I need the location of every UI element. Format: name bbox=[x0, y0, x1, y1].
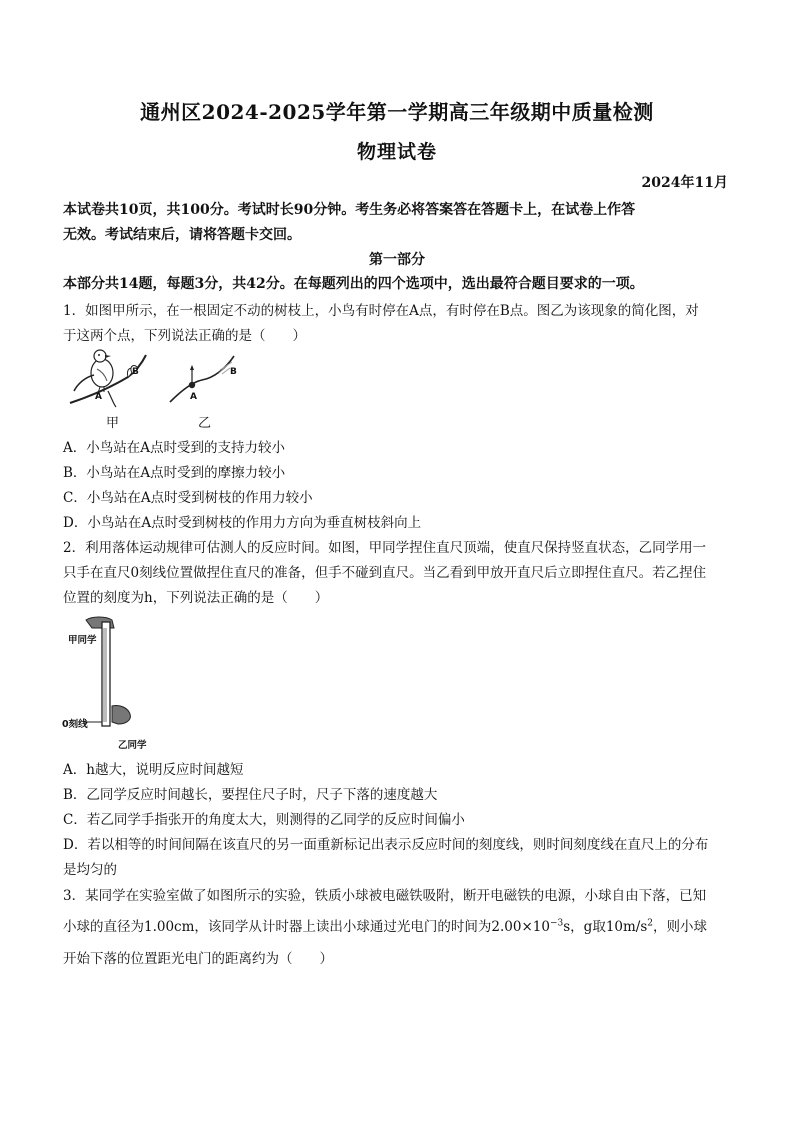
q1-option-b: B．小鸟站在A点时受到的摩擦力较小 bbox=[63, 465, 286, 481]
q1-stem-line-1: 1．如图甲所示，在一根固定不动的树枝上，小鸟有时停在A点，有时停在B点。图乙为该现象的简化图，对 bbox=[63, 303, 699, 319]
q3-exponent-g: 2 bbox=[647, 918, 654, 929]
q1-figure-simplified bbox=[168, 352, 240, 406]
q2-stem-line-1: 2．利用落体运动规律可估测人的反应时间。如图，甲同学捏住直尺顶端，使直尺保持竖直状态，乙同学用一 bbox=[63, 540, 707, 556]
q2-stem-line-3: 位置的刻度为h，下列说法正确的是（ ） bbox=[63, 590, 329, 606]
q1-figure-label-yi: 乙 bbox=[198, 416, 212, 431]
q2-fig-label-yi: 乙同学 bbox=[118, 740, 147, 751]
q3-stem-line-1: 3．某同学在实验室做了如图所示的实验，铁质小球被电磁铁吸附，断开电磁铁的电源，小球自由下落，已知 bbox=[63, 888, 707, 904]
q1-fig-jia-point-b: B bbox=[132, 367, 139, 377]
part-heading: 第一部分 bbox=[369, 252, 425, 268]
instructions-line-2: 无效。考试结束后，请将答题卡交回。 bbox=[63, 227, 301, 243]
q2-option-c: C．若乙同学手指张开的角度太大，则测得的乙同学的反应时间偏小 bbox=[63, 812, 465, 828]
q1-option-d: D．小鸟站在A点时受到树枝的作用力方向为垂直树枝斜向上 bbox=[63, 515, 422, 531]
q3-stem-line-2-part-c: ，则小球 bbox=[653, 919, 708, 935]
q2-option-b: B．乙同学反应时间越长，要捏住尺子时，尺子下落的速度越大 bbox=[63, 787, 438, 803]
q3-exponent-time: −3 bbox=[549, 918, 564, 929]
q1-fig-jia-point-a: A bbox=[95, 392, 102, 402]
q2-stem-line-2: 只手在直尺0刻线位置做捏住直尺的准备，但手不碰到直尺。当乙看到甲放开直尺后立即捏住直尺。若乙捏住 bbox=[63, 565, 707, 581]
q2-option-a: A．h越大，说明反应时间越短 bbox=[63, 762, 244, 778]
q1-option-a: A．小鸟站在A点时受到的支持力较小 bbox=[63, 440, 285, 456]
q3-stem-line-3: 开始下落的位置距光电门的距离约为（ ） bbox=[63, 951, 333, 967]
q2-option-d: D．若以相等的时间间隔在该直尺的另一面重新标记出表示反应时间的刻度线，则时间刻度线在直尺上的分布 bbox=[63, 837, 709, 853]
q3-stem-line-2-part-a: 小球的直径为1.00cm，该同学从计时器上读出小球通过光电门的时间为2.00×10 bbox=[63, 919, 550, 935]
q1-fig-yi-point-a: A bbox=[190, 392, 197, 402]
q1-stem-line-2: 于这两个点，下列说法正确的是（ ） bbox=[63, 328, 306, 344]
q1-fig-yi-point-b: B bbox=[230, 367, 237, 377]
q2-fig-label-jia: 甲同学 bbox=[68, 635, 97, 646]
q1-figure-bird-on-branch bbox=[68, 347, 154, 409]
q3-stem-line-2 bbox=[63, 915, 733, 935]
exam-date: 2024年11月 bbox=[641, 175, 728, 191]
exam-title: 通州区2024-2025学年第一学期高三年级期中质量检测 bbox=[140, 100, 654, 124]
q3-stem-line-2-part-b: s，g取10m/s bbox=[563, 919, 648, 935]
q1-option-c: C．小鸟站在A点时受到树枝的作用力较小 bbox=[63, 490, 313, 506]
part-intro: 本部分共14题，每题3分，共42分。在每题列出的四个选项中，选出最符合题目要求的一项。 bbox=[63, 276, 644, 292]
exam-subtitle: 物理试卷 bbox=[356, 141, 437, 163]
q2-fig-label-zero-line: 0刻线 bbox=[62, 719, 88, 730]
q2-option-d-continued: 是均匀的 bbox=[63, 862, 117, 878]
q1-figure-label-jia: 甲 bbox=[106, 416, 120, 431]
instructions-line-1: 本试卷共10页，共100分。考试时长90分钟。考生务必将答案答在答题卡上，在试卷上作答 bbox=[63, 202, 636, 218]
